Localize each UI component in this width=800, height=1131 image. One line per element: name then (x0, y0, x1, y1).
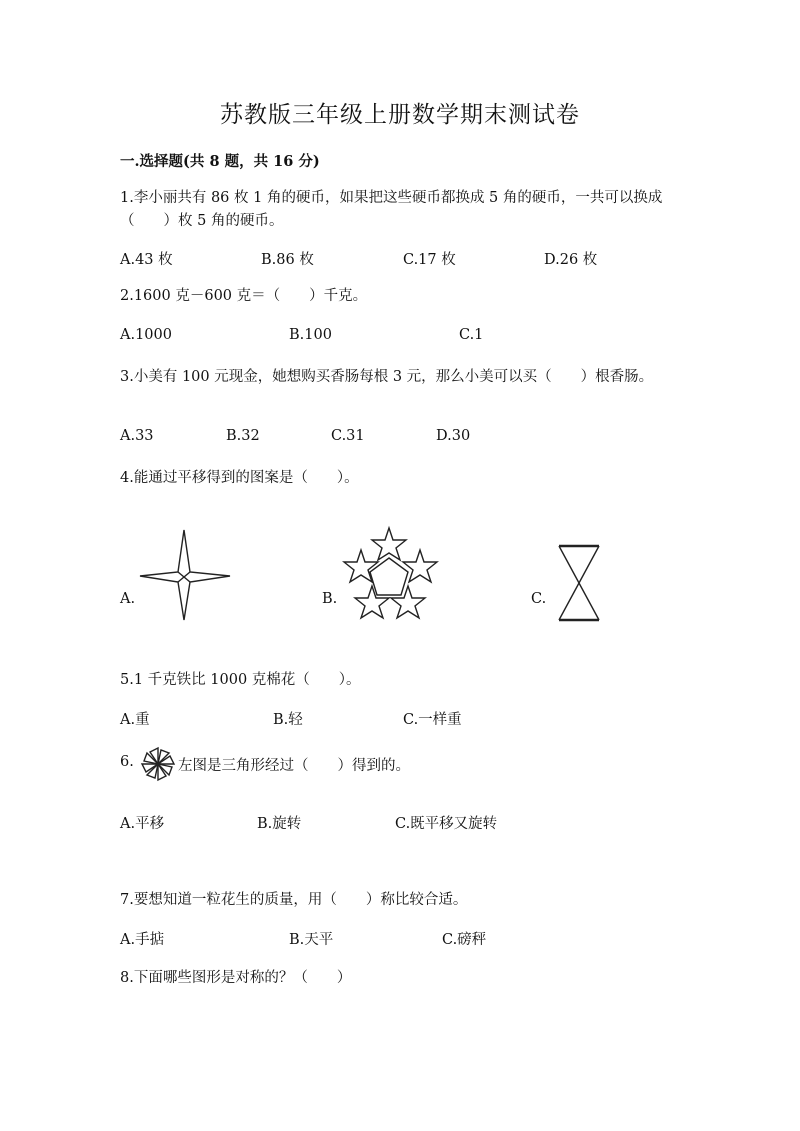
question-6-text: 左图是三角形经过（ ）得到的。 (178, 758, 410, 774)
pinwheel-figure (140, 746, 176, 782)
hourglass-figure (556, 544, 602, 622)
question-6-number: 6. (120, 754, 134, 770)
q2-option-a: A.1000 (120, 327, 172, 343)
q6-option-b: B.旋转 (257, 816, 302, 832)
question-7: 7.要想知道一粒花生的质量，用（ ）称比较合适。 (120, 892, 468, 908)
q6-option-a: A.平移 (120, 816, 165, 832)
q6-option-c: C.既平移又旋转 (395, 816, 498, 832)
four-point-star-figure (136, 528, 232, 624)
q5-option-a: A.重 (120, 712, 150, 728)
page-title: 苏教版三年级上册数学期末测试卷 (220, 102, 580, 128)
q2-option-c: C.1 (459, 327, 484, 343)
q7-option-c: C.磅秤 (442, 932, 487, 948)
five-stars-figure (340, 526, 440, 621)
q3-option-d: D.30 (436, 428, 471, 444)
q3-option-a: A.33 (120, 428, 154, 444)
q4-option-c: C. (531, 591, 547, 607)
question-5: 5.1 千克铁比 1000 克棉花（ ）。 (120, 672, 361, 688)
q1-option-c: C.17 枚 (403, 252, 456, 268)
section-heading: 一.选择题(共 8 题，共 16 分) (120, 153, 320, 170)
q1-option-b: B.86 枚 (261, 252, 314, 268)
q5-option-c: C.一样重 (403, 712, 462, 728)
question-1: 1.李小丽共有 86 枚 1 角的硬币，如果把这些硬币都换成 5 角的硬币，一共可以换成（ ）枚 5 角的硬币。 (120, 190, 663, 229)
q3-option-c: C.31 (331, 428, 365, 444)
q2-option-b: B.100 (289, 327, 332, 343)
q4-option-a: A. (120, 591, 136, 607)
q1-option-a: A.43 枚 (120, 252, 173, 268)
q1-option-d: D.26 枚 (544, 252, 598, 268)
q7-option-b: B.天平 (289, 932, 334, 948)
question-8: 8.下面哪些图形是对称的？（ ） (120, 970, 352, 986)
question-2: 2.1600 克－600 克＝（ ）千克。 (120, 288, 368, 304)
question-3: 3.小美有 100 元现金，她想购买香肠每根 3 元，那么小美可以买（ ）根香肠。 (120, 369, 654, 385)
q4-option-b: B. (322, 591, 338, 607)
q5-option-b: B.轻 (273, 712, 303, 728)
q7-option-a: A.手掂 (120, 932, 165, 948)
question-4: 4.能通过平移得到的图案是（ ）。 (120, 470, 359, 486)
q3-option-b: B.32 (226, 428, 260, 444)
